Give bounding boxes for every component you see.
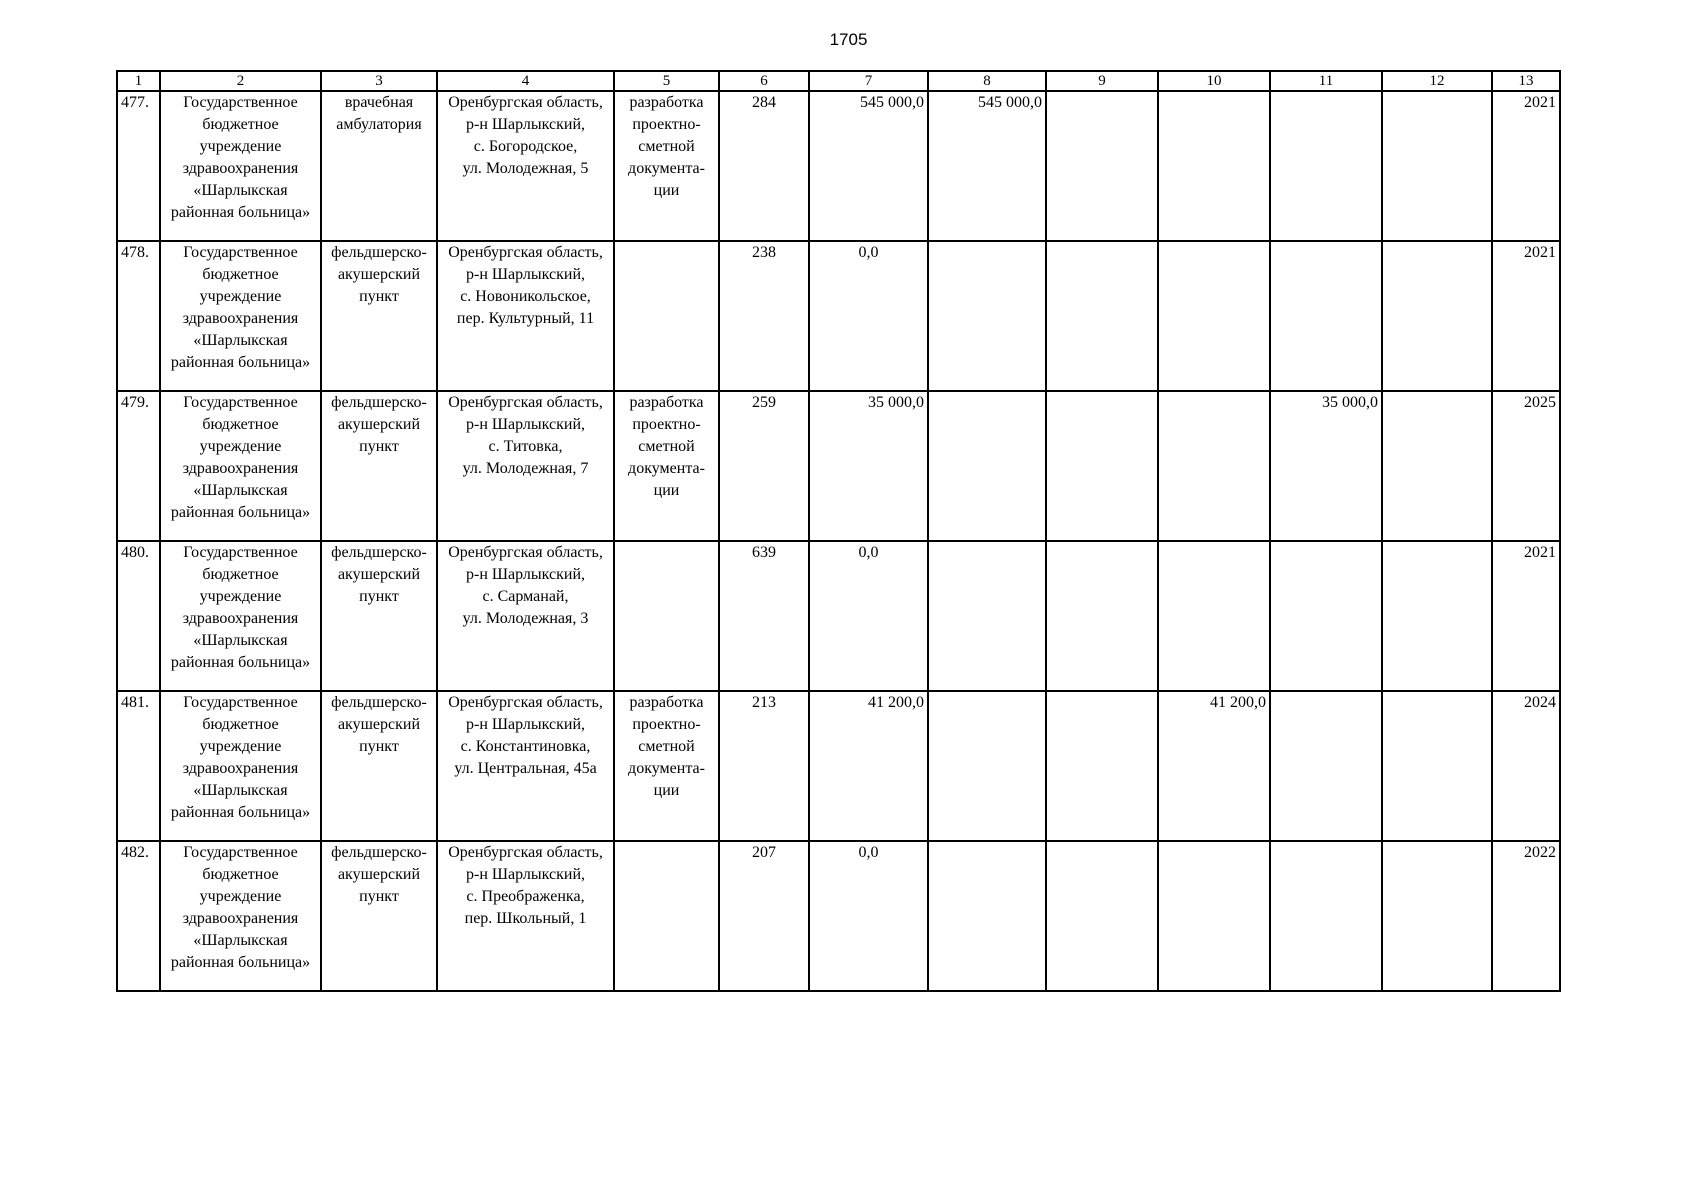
col12-cell: [1382, 691, 1492, 841]
col6-cell: 238: [719, 241, 809, 391]
work-type-cell: разработка проектно- сметной документа- ции: [614, 91, 719, 241]
row-number-cell: 482.: [117, 841, 160, 991]
col11-cell: [1270, 841, 1382, 991]
column-header: 6: [719, 71, 809, 91]
col7-cell: 545 000,0: [809, 91, 928, 241]
column-header: 13: [1492, 71, 1560, 91]
year-cell: 2021: [1492, 241, 1560, 391]
col7-cell: 0,0: [809, 841, 928, 991]
institution-cell: Государственное бюджетное учреждение здравоохранения «Шарлыкская районная больница»: [160, 391, 321, 541]
col7-cell: 41 200,0: [809, 691, 928, 841]
col10-cell: 41 200,0: [1158, 691, 1270, 841]
col9-cell: [1046, 541, 1158, 691]
col9-cell: [1046, 841, 1158, 991]
row-number-cell: 477.: [117, 91, 160, 241]
table-row: [117, 91, 1560, 241]
col9-cell: [1046, 391, 1158, 541]
col10-cell: [1158, 91, 1270, 241]
table-row: [117, 241, 1560, 391]
work-type-cell: [614, 841, 719, 991]
col8-cell: 545 000,0: [928, 91, 1046, 241]
col12-cell: [1382, 391, 1492, 541]
table-row: [117, 691, 1560, 841]
col10-cell: [1158, 241, 1270, 391]
col6-cell: 284: [719, 91, 809, 241]
address-cell: Оренбургская область, р-н Шарлыкский, с. Сарманай, ул. Молодежная, 3: [437, 541, 614, 691]
col11-cell: [1270, 691, 1382, 841]
column-header: 8: [928, 71, 1046, 91]
column-header: 12: [1382, 71, 1492, 91]
year-cell: 2024: [1492, 691, 1560, 841]
col9-cell: [1046, 91, 1158, 241]
col8-cell: [928, 241, 1046, 391]
col8-cell: [928, 541, 1046, 691]
col8-cell: [928, 391, 1046, 541]
col8-cell: [928, 841, 1046, 991]
row-number-cell: 478.: [117, 241, 160, 391]
row-number-cell: 481.: [117, 691, 160, 841]
column-header: 5: [614, 71, 719, 91]
col6-cell: 207: [719, 841, 809, 991]
col12-cell: [1382, 841, 1492, 991]
year-cell: 2021: [1492, 91, 1560, 241]
col10-cell: [1158, 841, 1270, 991]
column-header: 1: [117, 71, 160, 91]
col6-cell: 259: [719, 391, 809, 541]
object-type-cell: фельдшерско- акушерский пункт: [321, 541, 437, 691]
col11-cell: [1270, 241, 1382, 391]
column-header: 2: [160, 71, 321, 91]
table-row: [117, 391, 1560, 541]
column-header: 4: [437, 71, 614, 91]
column-header: 3: [321, 71, 437, 91]
column-header: 7: [809, 71, 928, 91]
col9-cell: [1046, 691, 1158, 841]
col12-cell: [1382, 541, 1492, 691]
row-number-cell: 479.: [117, 391, 160, 541]
col12-cell: [1382, 91, 1492, 241]
institution-cell: Государственное бюджетное учреждение здравоохранения «Шарлыкская районная больница»: [160, 241, 321, 391]
col7-cell: 0,0: [809, 541, 928, 691]
address-cell: Оренбургская область, р-н Шарлыкский, с. Новоникольское, пер. Культурный, 11: [437, 241, 614, 391]
object-type-cell: фельдшерско- акушерский пункт: [321, 841, 437, 991]
col7-cell: 35 000,0: [809, 391, 928, 541]
col6-cell: 639: [719, 541, 809, 691]
year-cell: 2022: [1492, 841, 1560, 991]
col9-cell: [1046, 241, 1158, 391]
object-type-cell: фельдшерско- акушерский пункт: [321, 391, 437, 541]
address-cell: Оренбургская область, р-н Шарлыкский, с. Константиновка, ул. Центральная, 45а: [437, 691, 614, 841]
col11-cell: [1270, 541, 1382, 691]
work-type-cell: [614, 541, 719, 691]
year-cell: 2025: [1492, 391, 1560, 541]
object-type-cell: фельдшерско- акушерский пункт: [321, 241, 437, 391]
institution-cell: Государственное бюджетное учреждение здравоохранения «Шарлыкская районная больница»: [160, 841, 321, 991]
column-header: 10: [1158, 71, 1270, 91]
object-type-cell: врачебная амбулатория: [321, 91, 437, 241]
col8-cell: [928, 691, 1046, 841]
col11-cell: [1270, 91, 1382, 241]
col12-cell: [1382, 241, 1492, 391]
institution-cell: Государственное бюджетное учреждение здравоохранения «Шарлыкская районная больница»: [160, 91, 321, 241]
col10-cell: [1158, 391, 1270, 541]
work-type-cell: разработка проектно- сметной документа- ции: [614, 391, 719, 541]
year-cell: 2021: [1492, 541, 1560, 691]
object-type-cell: фельдшерско- акушерский пункт: [321, 691, 437, 841]
col7-cell: 0,0: [809, 241, 928, 391]
work-type-cell: [614, 241, 719, 391]
address-cell: Оренбургская область, р-н Шарлыкский, с. Богородское, ул. Молодежная, 5: [437, 91, 614, 241]
work-type-cell: разработка проектно- сметной документа- ции: [614, 691, 719, 841]
column-header: 9: [1046, 71, 1158, 91]
column-header: 11: [1270, 71, 1382, 91]
facilities-table: [116, 70, 1561, 992]
table-row: [117, 541, 1560, 691]
row-number-cell: 480.: [117, 541, 160, 691]
col11-cell: 35 000,0: [1270, 391, 1382, 541]
col10-cell: [1158, 541, 1270, 691]
table-row: [117, 841, 1560, 991]
institution-cell: Государственное бюджетное учреждение здравоохранения «Шарлыкская районная больница»: [160, 691, 321, 841]
address-cell: Оренбургская область, р-н Шарлыкский, с. Преображенка, пер. Школьный, 1: [437, 841, 614, 991]
address-cell: Оренбургская область, р-н Шарлыкский, с. Титовка, ул. Молодежная, 7: [437, 391, 614, 541]
column-number-row: [117, 71, 1560, 91]
institution-cell: Государственное бюджетное учреждение здравоохранения «Шарлыкская районная больница»: [160, 541, 321, 691]
col6-cell: 213: [719, 691, 809, 841]
page-number: 1705: [829, 30, 868, 49]
